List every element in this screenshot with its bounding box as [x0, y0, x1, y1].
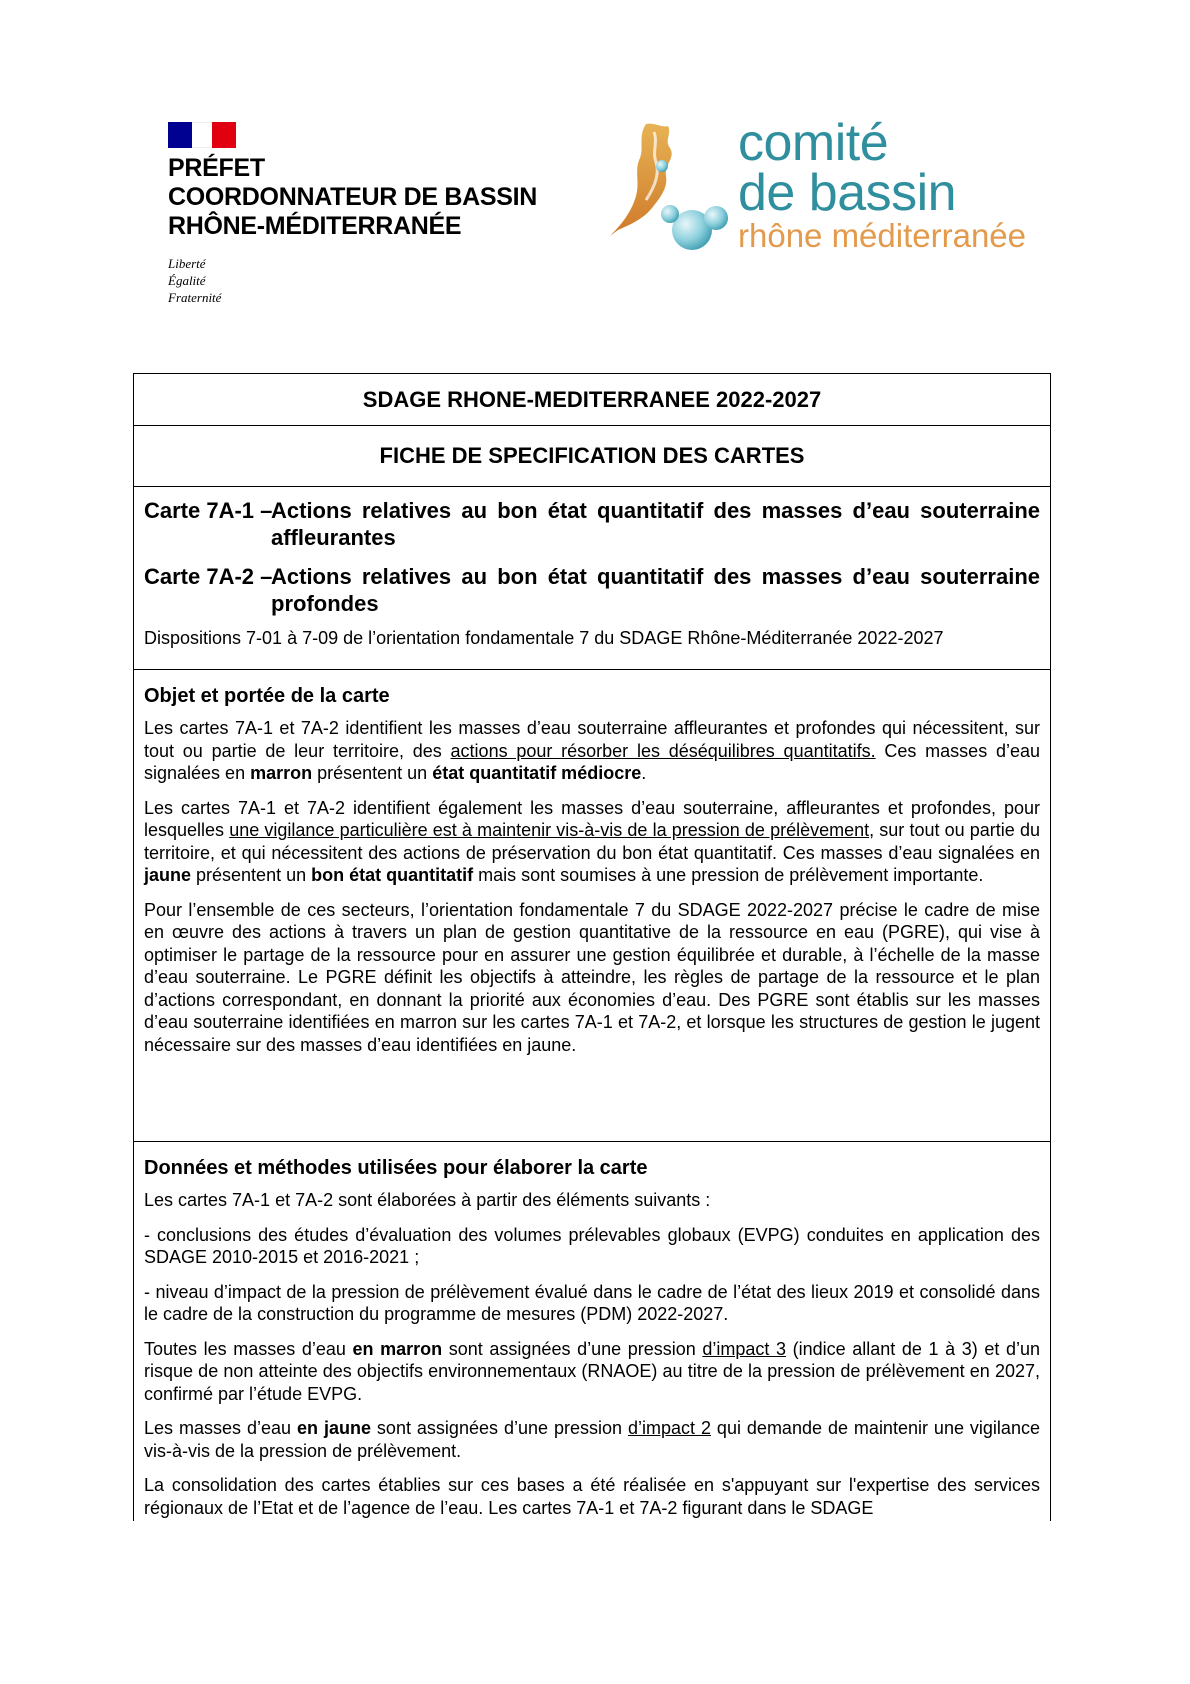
donnees-paragraph-3: - niveau d’impact de la pression de prélèvement évalué dans le cadre de l’état des lieux 2019 et consolidé dans le cadre de la construction du programme de mesures (PDM) 2022-2027. — [144, 1281, 1040, 1324]
objet-p2-bold-1: jaune — [144, 865, 192, 885]
sheet-title: SDAGE RHONE-MEDITERRANEE 2022-2027 — [134, 374, 1050, 426]
marianne-flag-icon — [168, 122, 236, 148]
carte-7a2-label: Actions relatives au bon état quantitatif des masses d’eau souterraine profondes — [271, 564, 1040, 616]
prefet-line-3: RHÔNE-MÉDITERRANÉE — [168, 212, 462, 240]
donnees-paragraph-6: La consolidation des cartes établies sur ces bases a été réalisée en s'appuyant sur l'expertise des services régionaux de l’Etat et de l’agence de l’eau. Les cartes 7A-1 et 7A-2 figurant dans le SDAGE — [144, 1475, 1040, 1518]
carte-7a1 — [144, 497, 1040, 551]
comite-line-1: comité — [738, 114, 889, 172]
dispositions-line: Dispositions 7-01 à 7-09 de l’orientation fondamentale 7 du SDAGE Rhône-Méditerranée 2022-2027 — [144, 628, 944, 648]
donnees-p5-text-a: Les masses d’eau — [144, 1418, 297, 1438]
objet-p2-text-c: présentent un — [191, 865, 312, 885]
donnees-p4-bold: en marron — [352, 1338, 443, 1359]
objet-p1-text-b: Ces masses d’eau signalées en — [144, 740, 1041, 783]
objet-paragraph-1 — [144, 717, 1040, 785]
objet-p2-bold-2: bon état quantitatif — [311, 865, 474, 885]
objet-p1-bold-2: état quantitatif médiocre — [432, 763, 642, 783]
prefet-line-1: PRÉFET — [168, 154, 265, 182]
comite-wordmark — [738, 114, 1027, 254]
donnees-p4-text-a: Toutes les masses d’eau — [144, 1338, 353, 1359]
donnees-p4-text-c: (indice allant de 1 à 3) et d’un risque de non atteinte des objectifs environnementaux (RNAOE) au titre de la pression de prélèvement en 2027, confirmé par l’étude EVPG. — [144, 1338, 1041, 1404]
objet-p1-underline: actions pour résorber les déséquilibres quantitatifs. — [450, 740, 876, 761]
donnees-section — [134, 1142, 1050, 1519]
objet-p1-text-d: . — [641, 763, 647, 783]
carte-7a2 — [144, 563, 1040, 617]
motto-liberte: Liberté — [168, 256, 206, 271]
prefet-logo — [168, 122, 588, 306]
comite-de-bassin-logo — [604, 114, 1064, 258]
donnees-p4-text-b: sont assignées d’une pression — [442, 1338, 703, 1359]
specification-sheet — [133, 373, 1051, 1521]
objet-paragraph-2 — [144, 797, 1040, 887]
donnees-p5-text-c: qui demande de maintenir une vigilance vis-à-vis de la pression de prélèvement. — [144, 1418, 1040, 1461]
donnees-p5-bold: en jaune — [296, 1418, 371, 1438]
objet-section — [134, 670, 1050, 1142]
prefet-title — [168, 154, 588, 241]
objet-p2-text-a: Les cartes 7A-1 et 7A-2 identifient également les masses d’eau souterraine, affleurantes et profondes, pour lesquelles — [144, 797, 1040, 840]
carte-7a1-number: Carte 7A-1 – — [144, 498, 273, 523]
sheet-subtitle: FICHE DE SPECIFICATION DES CARTES — [134, 426, 1050, 487]
objet-paragraph-3: Pour l’ensemble de ces secteurs, l’orientation fondamentale 7 du SDAGE 2022-2027 précise le cadre de mise en œuvre des actions à travers un plan de gestion quantitative de la ressource en eau (PGRE), qui vise à optimiser le partage de la ressource pour en assurer une gestion équilibrée et durable, à l’échelle de la masse d’eau souterraine. Le PGRE définit les objectifs à atteindre, les règles de partage de la ressource et le plan d’actions correspondant, en donnant la priorité aux économies d’eau. Des PGRE sont établis sur les masses d’eau souterraine identifiées en marron sur les cartes 7A-1 et 7A-2, et lorsque les structures de gestion le jugent nécessaire sur des masses d’eau identifiées en jaune. — [144, 899, 1040, 1055]
objet-p2-text-d: mais sont soumises à une pression de prélèvement importante. — [473, 865, 984, 885]
cartes-section — [134, 487, 1050, 670]
carte-7a2-number: Carte 7A-2 – — [144, 564, 273, 589]
donnees-paragraph-5 — [144, 1417, 1040, 1462]
donnees-p5-underline: d’impact 2 — [627, 1418, 711, 1438]
carte-7a1-label: Actions relatives au bon état quantitatif des masses d’eau souterraine affleurantes — [271, 498, 1040, 550]
donnees-heading: Données et méthodes utilisées pour élaborer la carte — [144, 1157, 648, 1179]
motto-egalite: Égalité — [168, 273, 206, 288]
prefet-line-2: COORDONNATEUR DE BASSIN — [168, 183, 538, 211]
republic-motto — [168, 255, 588, 306]
comite-line-3: rhône méditerranée — [738, 217, 1027, 254]
donnees-paragraph-4 — [144, 1338, 1040, 1406]
objet-heading: Objet et portée de la carte — [144, 685, 390, 707]
donnees-p4-underline: d’impact 3 — [702, 1338, 787, 1359]
donnees-paragraph-1: Les cartes 7A-1 et 7A-2 sont élaborées à partir des éléments suivants : — [144, 1190, 711, 1210]
objet-p1-text-a: Les cartes 7A-1 et 7A-2 identifient les masses d’eau souterraine affleurantes et profondes qui nécessitent, sur tout ou partie de leur territoire, des — [144, 718, 1040, 761]
objet-p2-underline: une vigilance particulière est à maintenir vis-à-vis de la pression de prélèvement — [229, 820, 870, 840]
comite-line-2: de bassin — [738, 164, 957, 222]
motto-fraternite: Fraternité — [168, 290, 222, 305]
objet-p1-bold-1: marron — [250, 763, 313, 783]
objet-p1-text-c: présentent un — [312, 763, 433, 783]
basin-drop-icon — [604, 118, 744, 258]
objet-p2-text-b: , sur tout ou partie du territoire, et qui nécessitent des actions de préservation du bon état quantitatif. Ces masses d’eau signalées en — [144, 820, 1040, 863]
donnees-paragraph-2: - conclusions des études d’évaluation des volumes prélevables globaux (EVPG) conduites en application des SDAGE 2010-2015 et 2016-2021 ; — [144, 1224, 1040, 1267]
donnees-p5-text-b: sont assignées d’une pression — [370, 1418, 628, 1438]
